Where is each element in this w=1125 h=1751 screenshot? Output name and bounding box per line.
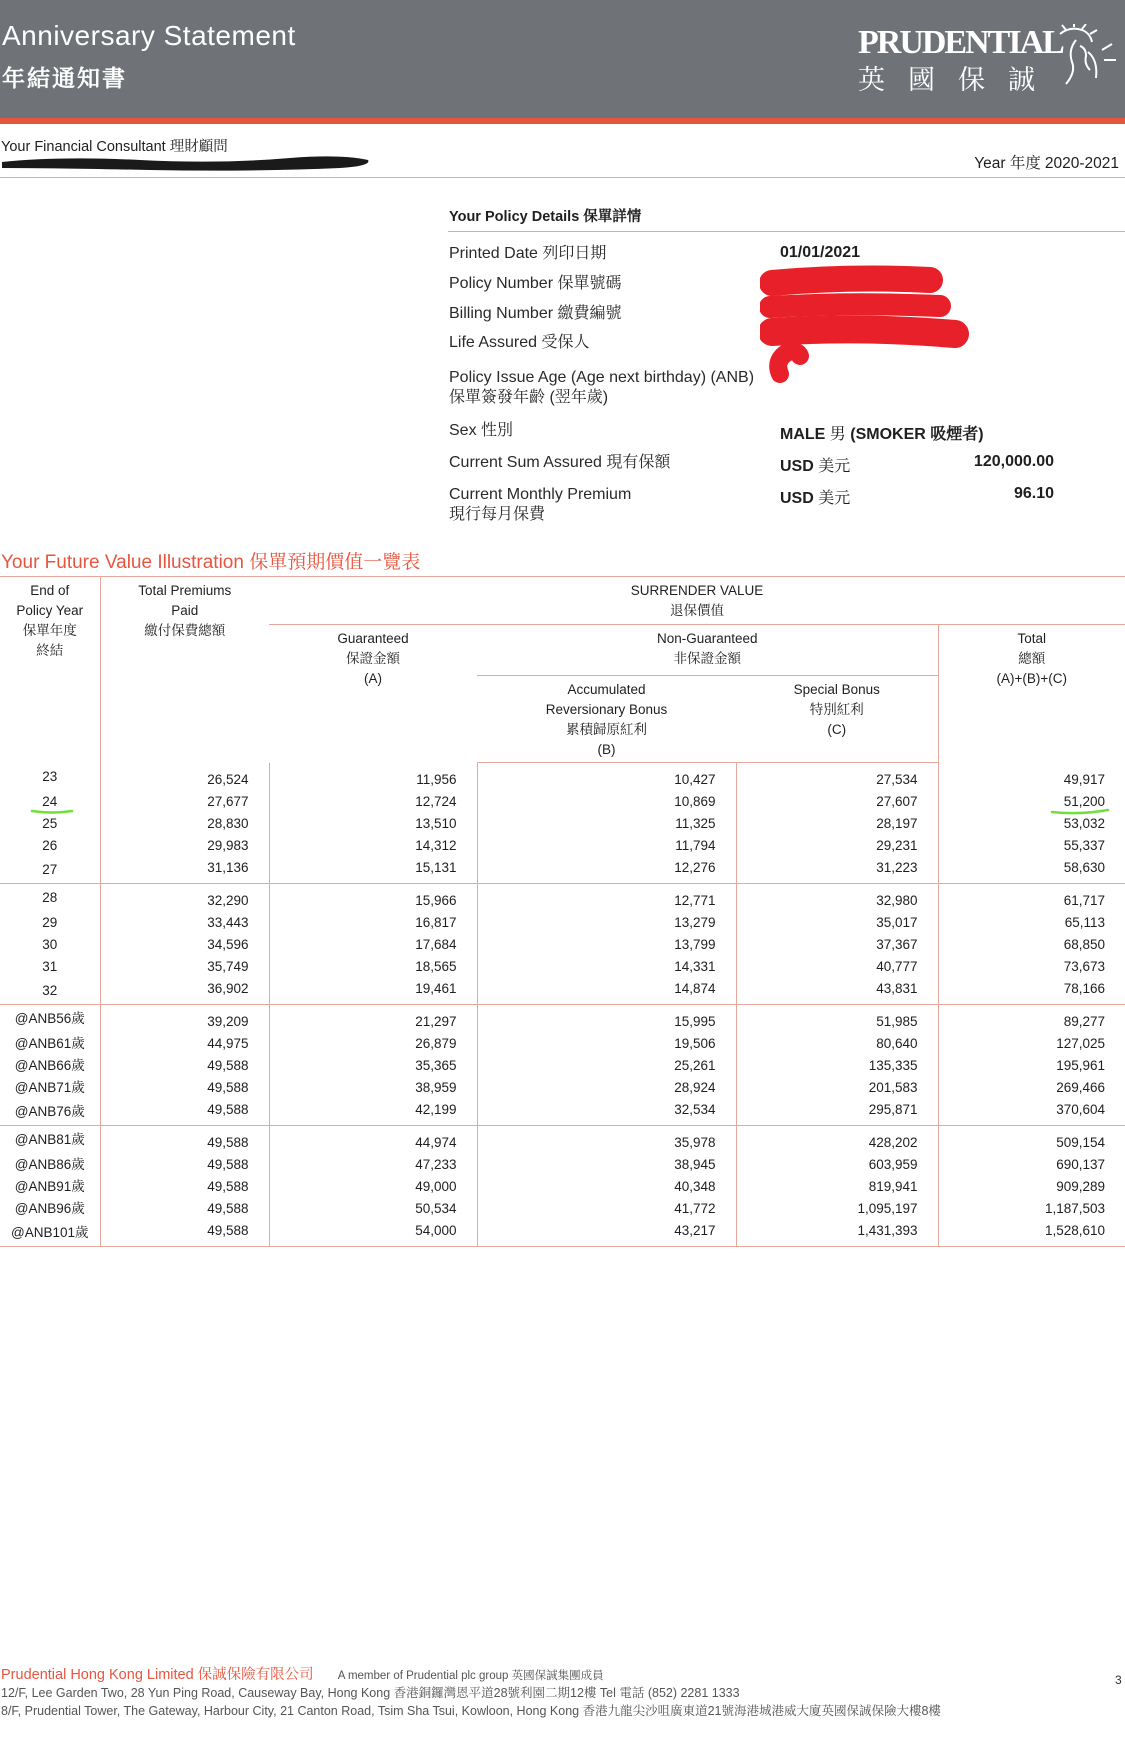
cell-total-premiums: 27,677	[100, 791, 269, 813]
cell-end-of-year: 24	[42, 794, 58, 810]
sex-value-a: MALE	[780, 426, 826, 443]
cell-total: 61,717	[938, 883, 1125, 911]
cell-reversionary-bonus: 13,799	[477, 934, 736, 956]
cell-total-premiums: 34,596	[100, 934, 269, 956]
statement-year	[970, 151, 1119, 173]
cell-special-bonus: 135,335	[736, 1055, 938, 1077]
cell-total-premiums: 49,588	[100, 1219, 269, 1246]
issue-age-label-zh: 保單簽發年齡 (翌年歲)	[449, 389, 609, 406]
cell-reversionary-bonus: 35,978	[477, 1125, 736, 1153]
cell-end-of-year: @ANB91歲	[14, 1178, 85, 1194]
cell-total: 127,025	[938, 1033, 1125, 1055]
cell-total-premiums: 32,290	[100, 883, 269, 911]
cell-total: 78,166	[938, 977, 1125, 1004]
cell-guaranteed: 44,974	[269, 1125, 477, 1153]
cell-reversionary-bonus: 25,261	[477, 1055, 736, 1077]
cell-special-bonus: 27,607	[736, 791, 938, 813]
cell-end-of-year: 23	[42, 769, 58, 785]
cell-reversionary-bonus: 28,924	[477, 1076, 736, 1098]
cell-guaranteed: 18,565	[269, 955, 477, 977]
page-number: 3	[1115, 1673, 1122, 1687]
cell-guaranteed: 15,131	[269, 856, 477, 883]
highlight-mark-total-51200	[1050, 806, 1112, 818]
cell-end-of-year: @ANB56歲	[14, 1011, 85, 1027]
monthly-premium-label-en: Current Monthly Premium	[449, 486, 632, 503]
statement-title-zh: 年結通知書	[2, 65, 127, 91]
cell-special-bonus: 32,980	[736, 883, 938, 911]
future-value-table	[0, 577, 1125, 1247]
cell-guaranteed: 11,956	[269, 763, 477, 791]
cell-end-of-year: 29	[42, 915, 58, 931]
cell-total-premiums: 49,588	[100, 1125, 269, 1153]
table-row	[0, 856, 1125, 883]
header-accumulated-reversionary-bonus: Accumulated Reversionary Bonus 累積歸原紅利 (B)	[477, 676, 736, 763]
statement-title-en: Anniversary Statement	[2, 20, 296, 51]
cell-reversionary-bonus: 38,945	[477, 1154, 736, 1176]
cell-end-of-year: 32	[0, 977, 100, 1004]
cell-special-bonus: 35,017	[736, 912, 938, 934]
table-row	[0, 763, 1125, 791]
table-body	[0, 763, 1125, 1247]
table-row	[0, 1219, 1125, 1246]
cell-guaranteed: 16,817	[269, 912, 477, 934]
cell-guaranteed: 38,959	[269, 1076, 477, 1098]
cell-total-premiums: 49,588	[100, 1076, 269, 1098]
table-row	[0, 955, 1125, 977]
cell-total-premiums: 49,588	[100, 1055, 269, 1077]
cell-guaranteed: 49,000	[269, 1176, 477, 1198]
logo-brand-text: PRUDENTIAL	[858, 24, 1063, 61]
cell-total: 65,113	[938, 912, 1125, 934]
table-row	[0, 1197, 1125, 1219]
cell-total: 370,604	[938, 1098, 1125, 1125]
cell-total: 89,277	[938, 1004, 1125, 1032]
table-row	[0, 1154, 1125, 1176]
group-member-note: A member of Prudential plc group 英國保誠集團成員	[337, 1670, 604, 1682]
cell-total: 68,850	[938, 934, 1125, 956]
cell-special-bonus: 51,985	[736, 1004, 938, 1032]
cell-guaranteed: 47,233	[269, 1154, 477, 1176]
cell-special-bonus: 40,777	[736, 955, 938, 977]
cell-reversionary-bonus: 11,794	[477, 834, 736, 856]
year-label: Year 年度	[974, 155, 1041, 172]
cell-total-premiums: 36,902	[100, 977, 269, 1004]
cell-total: 51,200	[938, 791, 1125, 813]
footer-company	[1, 1663, 604, 1684]
cell-special-bonus: 37,367	[736, 934, 938, 956]
table-row	[0, 1033, 1125, 1055]
cell-reversionary-bonus: 43,217	[477, 1219, 736, 1246]
cell-total-premiums: 44,975	[100, 1033, 269, 1055]
issue-age-label	[449, 368, 754, 408]
table-row	[0, 1076, 1125, 1098]
cell-special-bonus: 27,534	[736, 763, 938, 791]
cell-total: 509,154	[938, 1125, 1125, 1153]
cell-total: 1,528,610	[938, 1219, 1125, 1246]
premium-currency	[780, 485, 850, 508]
sex-value	[780, 421, 984, 444]
cell-special-bonus: 295,871	[736, 1098, 938, 1125]
cell-reversionary-bonus: 19,506	[477, 1033, 736, 1055]
cell-end-of-year: 25	[42, 815, 58, 831]
table-row	[0, 1176, 1125, 1198]
cell-end-of-year: 26	[42, 837, 58, 853]
cell-end-of-year: @ANB96歲	[14, 1200, 85, 1216]
header-total: Total 總額 (A)+(B)+(C)	[938, 625, 1125, 763]
policy-number-label: Policy Number 保單號碼	[449, 275, 622, 292]
currency-code: USD	[780, 458, 814, 475]
printed-date-label: Printed Date 列印日期	[449, 245, 607, 262]
cell-total-premiums: 29,983	[100, 834, 269, 856]
footer-address-1: 12/F, Lee Garden Two, 28 Yun Ping Road, Causeway Bay, Hong Kong 香港銅鑼灣恩平道28號利園二期12樓 Tel 電話 (852) 2281 1333	[1, 1686, 740, 1700]
cell-reversionary-bonus: 13,279	[477, 912, 736, 934]
cell-special-bonus: 819,941	[736, 1176, 938, 1198]
sex-value-d: 吸煙者)	[930, 426, 984, 443]
table-row	[0, 834, 1125, 856]
sum-assured-currency	[780, 453, 850, 476]
cell-reversionary-bonus: 14,331	[477, 955, 736, 977]
sex-label: Sex 性別	[449, 422, 514, 439]
cell-special-bonus: 31,223	[736, 856, 938, 883]
cell-total: 49,917	[938, 763, 1125, 791]
cell-guaranteed: 50,534	[269, 1197, 477, 1219]
cell-total-premiums: 39,209	[100, 1004, 269, 1032]
cell-reversionary-bonus: 10,869	[477, 791, 736, 813]
cell-special-bonus: 43,831	[736, 977, 938, 1004]
cell-reversionary-bonus: 10,427	[477, 763, 736, 791]
cell-total-premiums: 49,588	[100, 1154, 269, 1176]
table-row	[0, 934, 1125, 956]
currency-zh: 美元	[818, 458, 851, 475]
cell-end-of-year: @ANB66歲	[14, 1057, 85, 1073]
future-value-title: Your Future Value Illustration 保單預期價值一覽表	[1, 552, 421, 573]
highlight-mark-year-24	[30, 806, 74, 816]
cell-guaranteed: 15,966	[269, 883, 477, 911]
cell-guaranteed: 13,510	[269, 813, 477, 835]
cell-total-premiums: 49,588	[100, 1176, 269, 1198]
table-row	[0, 977, 1125, 1004]
issue-age-label-en: Policy Issue Age (Age next birthday) (ANB)	[449, 369, 755, 386]
cell-special-bonus: 80,640	[736, 1033, 938, 1055]
cell-total: 690,137	[938, 1154, 1125, 1176]
cell-end-of-year: 27	[0, 856, 100, 883]
cell-guaranteed: 17,684	[269, 934, 477, 956]
cell-end-of-year: @ANB81歲	[14, 1132, 85, 1148]
life-assured-label: Life Assured 受保人	[449, 334, 590, 351]
table-row	[0, 791, 1125, 813]
cell-guaranteed: 19,461	[269, 977, 477, 1004]
policy-details-title: Your Policy Details 保單詳情	[449, 209, 642, 225]
cell-total: 1,187,503	[938, 1197, 1125, 1219]
cell-total-premiums: 33,443	[100, 912, 269, 934]
cell-total-premiums: 28,830	[100, 813, 269, 835]
cell-total-premiums: 49,588	[100, 1098, 269, 1125]
cell-total-premiums: 31,136	[100, 856, 269, 883]
cell-total-premiums: 26,524	[100, 763, 269, 791]
cell-reversionary-bonus: 40,348	[477, 1176, 736, 1198]
cell-total: 195,961	[938, 1055, 1125, 1077]
sex-value-c: (SMOKER	[850, 426, 926, 443]
monthly-premium-value: 96.10	[1013, 485, 1054, 502]
cell-special-bonus: 201,583	[736, 1076, 938, 1098]
header-special-bonus: Special Bonus 特別紅利 (C)	[736, 676, 938, 763]
cell-end-of-year: @ANB61歲	[14, 1036, 85, 1052]
company-name: Prudential Hong Kong Limited 保誠保險有限公司	[1, 1667, 314, 1683]
cell-total: 269,466	[938, 1076, 1125, 1098]
footer-address-2: 8/F, Prudential Tower, The Gateway, Harbour City, 21 Canton Road, Tsim Sha Tsui, Kowloon, Hong Kong 香港九龍尖沙咀廣東道21號海港城港威大廈英國保誠保險大樓8樓	[1, 1704, 941, 1718]
table-row	[0, 1125, 1125, 1153]
consultant-name-redaction	[0, 150, 372, 174]
cell-reversionary-bonus: 15,995	[477, 1004, 736, 1032]
header-total-premiums: Total Premiums Paid 繳付保費總額	[100, 577, 269, 763]
cell-guaranteed: 54,000	[269, 1219, 477, 1246]
cell-total: 73,673	[938, 955, 1125, 977]
cell-end-of-year: 30	[42, 936, 58, 952]
divider	[448, 231, 1125, 232]
currency-code: USD	[780, 490, 814, 507]
cell-end-of-year: @ANB71歲	[14, 1079, 85, 1095]
cell-guaranteed: 42,199	[269, 1098, 477, 1125]
currency-zh: 美元	[818, 490, 851, 507]
cell-total-premiums: 49,588	[100, 1197, 269, 1219]
cell-special-bonus: 428,202	[736, 1125, 938, 1153]
cell-special-bonus: 603,959	[736, 1154, 938, 1176]
cell-guaranteed: 35,365	[269, 1055, 477, 1077]
table-row	[0, 813, 1125, 835]
cell-special-bonus: 28,197	[736, 813, 938, 835]
cell-end-of-year: @ANB101歲	[0, 1219, 100, 1246]
cell-total: 58,630	[938, 856, 1125, 883]
cell-reversionary-bonus: 14,874	[477, 977, 736, 1004]
header-end-of-policy-year: End of Policy Year 保單年度 終結	[16, 583, 84, 658]
cell-end-of-year: @ANB86歲	[14, 1157, 85, 1173]
logo-chinese-text: 英國保誠	[858, 65, 1058, 95]
table-row	[0, 912, 1125, 934]
prudential-lady-icon	[1046, 24, 1120, 92]
divider	[0, 177, 1125, 178]
table-row	[0, 1055, 1125, 1077]
cell-total: 909,289	[938, 1176, 1125, 1198]
financial-consultant-label: Your Financial Consultant 理財顧問	[1, 139, 228, 155]
header-guaranteed: Guaranteed 保證金額 (A)	[337, 631, 409, 686]
monthly-premium-label-zh: 現行每月保費	[449, 506, 546, 523]
header-surrender-value: SURRENDER VALUE 退保價值	[269, 577, 1125, 625]
cell-reversionary-bonus: 12,771	[477, 883, 736, 911]
cell-guaranteed: 12,724	[269, 791, 477, 813]
cell-special-bonus: 1,095,197	[736, 1197, 938, 1219]
cell-total: 53,032	[938, 813, 1125, 835]
monthly-premium-label	[449, 485, 631, 525]
cell-guaranteed: 14,312	[269, 834, 477, 856]
cell-end-of-year: 31	[42, 958, 58, 974]
cell-guaranteed: 26,879	[269, 1033, 477, 1055]
cell-end-of-year: 28	[42, 890, 58, 906]
table-row	[0, 1004, 1125, 1032]
cell-end-of-year: @ANB76歲	[0, 1098, 100, 1125]
header-non-guaranteed: Non-Guaranteed 非保證金額	[477, 625, 938, 676]
cell-special-bonus: 1,431,393	[736, 1219, 938, 1246]
table-header	[0, 577, 1125, 763]
cell-guaranteed: 21,297	[269, 1004, 477, 1032]
year-value: 2020-2021	[1044, 155, 1119, 172]
sum-assured-value: 120,000.00	[973, 453, 1054, 470]
cell-total: 55,337	[938, 834, 1125, 856]
cell-reversionary-bonus: 32,534	[477, 1098, 736, 1125]
table-row	[0, 1098, 1125, 1125]
personal-info-redaction	[760, 262, 1000, 402]
statement-header	[0, 0, 1125, 124]
cell-special-bonus: 29,231	[736, 834, 938, 856]
cell-total-premiums: 35,749	[100, 955, 269, 977]
sum-assured-label: Current Sum Assured 現有保額	[449, 454, 671, 471]
billing-number-label: Billing Number 繳費編號	[449, 305, 622, 322]
table-row	[0, 883, 1125, 911]
prudential-logo	[858, 24, 1123, 96]
sex-value-b: 男	[829, 426, 846, 443]
cell-reversionary-bonus: 41,772	[477, 1197, 736, 1219]
cell-reversionary-bonus: 11,325	[477, 813, 736, 835]
printed-date-value: 01/01/2021	[780, 244, 861, 261]
cell-reversionary-bonus: 12,276	[477, 856, 736, 883]
